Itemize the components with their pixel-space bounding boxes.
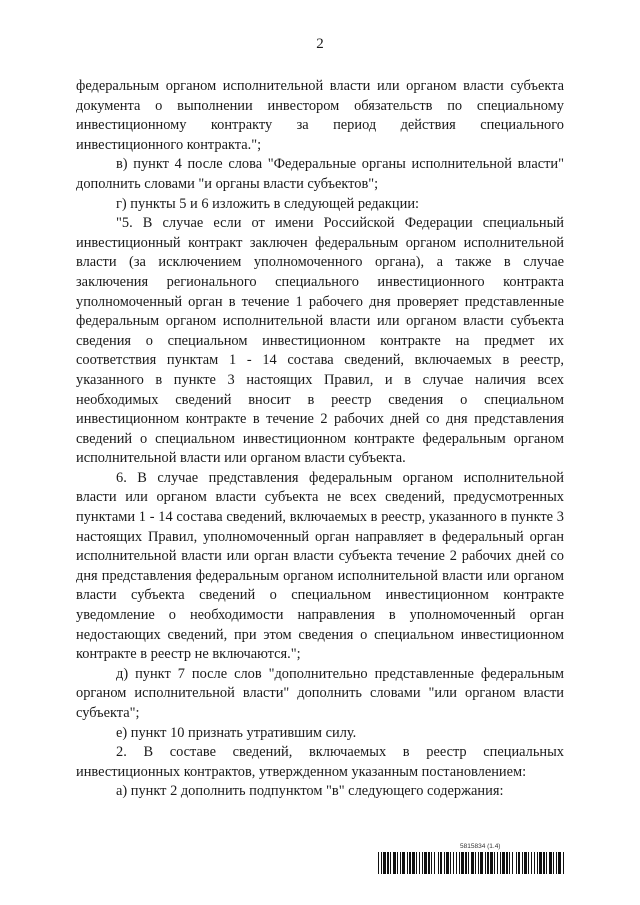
barcode-image	[378, 852, 564, 874]
paragraph-item-a: а) пункт 2 дополнить подпунктом "в" следующего содержания:	[116, 783, 504, 800]
paragraph-continuation: федеральным органом исполнительной власти или органом власти субъекта документа о выполнении инвестором обязательств по специальному инвестиционному контракту за период действия специального инвестиционного контракта.";	[76, 78, 564, 153]
document-body	[76, 77, 564, 802]
paragraph-item-d: д) пункт 7 после слов "дополнительно представленные федеральным органом исполнительной власти" дополнить словами "или органом власти субъекта";	[76, 665, 564, 721]
page-number: 2	[316, 36, 324, 52]
paragraph-point-6: 6. В случае представления федеральным органом исполнительной власти или органом власти субъекта не всех сведений, предусмотренных пунктами 1 - 14 состава сведений, включаемых в реестр, указанного в пункте 3 настоящих Правил, уполномоченный орган направляет в федеральный орган исполнительной власти или орган власти субъекта течение 2 рабочих дней со дня представления федеральным органом исполнительной власти или органом власти субъекта сведений о специальном инвестиционном контракте уведомление о необходимости направления в уполномоченный орган недостающих сведений, при этом сведения о специальном инвестиционном контракте в реестр не включаются.";	[76, 469, 564, 663]
paragraph-section-2: 2. В составе сведений, включаемых в реестр специальных инвестиционных контрактов, утвержденном указанным постановлением:	[76, 744, 564, 780]
paragraph-item-e: е) пункт 10 признать утратившим силу.	[116, 724, 357, 741]
document-code: 5815834 (1.4)	[460, 843, 501, 850]
paragraph-item-v: в) пункт 4 после слова "Федеральные органы исполнительной власти" дополнить словами "и органы власти субъектов";	[76, 156, 564, 192]
paragraph-item-g: г) пункты 5 и 6 изложить в следующей редакции:	[116, 195, 420, 212]
paragraph-point-5: "5. В случае если от имени Российской Федерации специальный инвестиционный контракт заключен федеральным органом исполнительной власти (за исключением уполномоченного органа), а также в случае заключения регионального специального инвестиционного контракта уполномоченный орган в течение 1 рабочего дня проверяет представленные федеральным органом исполнительной власти или органом власти субъекта сведения о специальном инвестиционном контракте на предмет их соответствия пунктам 1 - 14 состава сведений, включаемых в реестр, указанного в пункте 3 настоящих Правил, и в случае наличия всех необходимых сведений вносит в реестр сведения о специальном инвестиционном контракте в течение 2 рабочих дней со дня представления сведений о специальном инвестиционном контракте федеральным органом исполнительной власти или органом власти субъекта.	[76, 215, 564, 467]
